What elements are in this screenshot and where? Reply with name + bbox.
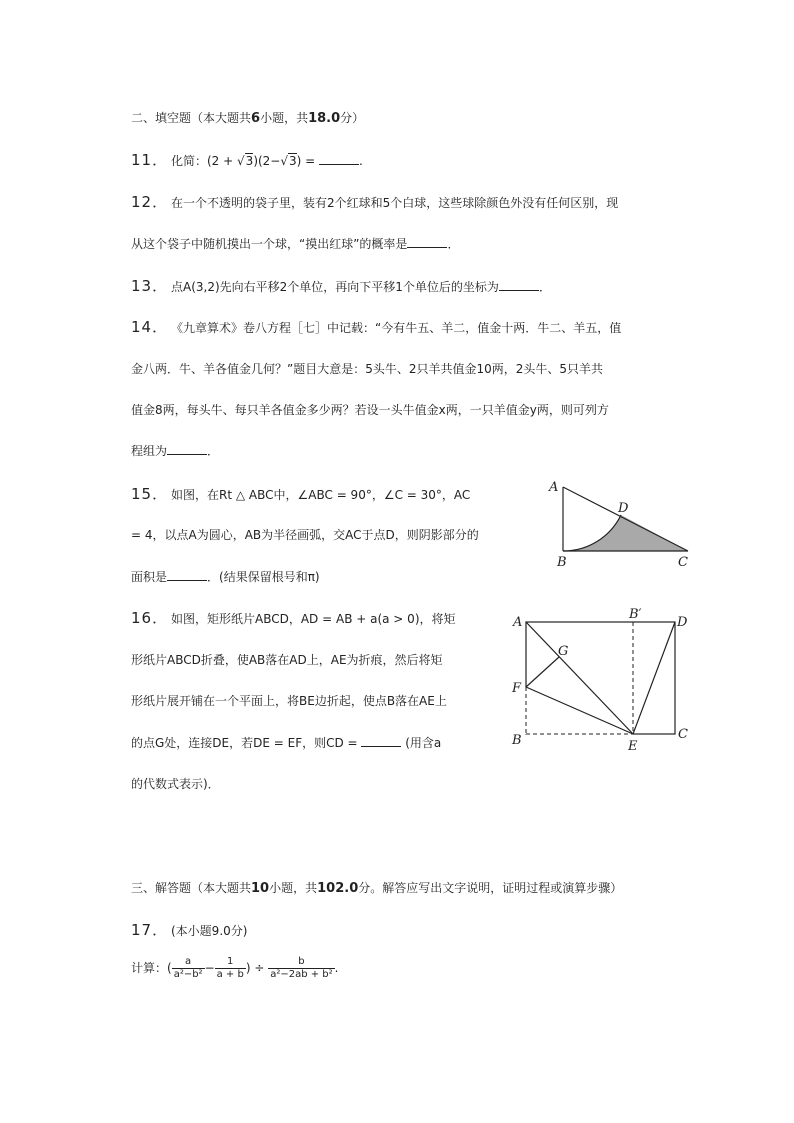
question-number: 15． [131, 485, 169, 503]
question-17-expression: 计算：( $\frac{a}{\text{a²−b²}}$ − $\frac{1}{a + b}$ ) ÷ $\frac{b}{\text{a²−2ab + b²}}$ . [131, 956, 339, 980]
question-number: 12． [131, 193, 169, 211]
question-number: 16． [131, 609, 169, 627]
point-label-D: D [677, 615, 688, 630]
question-17-header: 17． (本小题9.0分) [131, 921, 248, 939]
question-16-line-1: 16． 如图，矩形纸片ABCD，AD = AB + a(a > 0)，将矩 [131, 609, 456, 627]
rectangle-figure [505, 602, 697, 754]
answer-blank [167, 444, 207, 455]
answer-blank [319, 154, 359, 165]
question-16-line-5: 的代数式表示)． [131, 777, 220, 791]
answer-blank [407, 237, 447, 248]
question-16-line-2: 形纸片ABCD折叠，使AB落在AD上，AE为折痕，然后将矩 [131, 653, 443, 667]
answer-blank [499, 280, 539, 291]
point-label-F: F [512, 681, 522, 696]
question-15-line-1: 15． 如图，在Rt △ ABC中，∠ABC = 90°，∠C = 30°，AC [131, 485, 471, 503]
point-label-B-prime: B′ [629, 607, 642, 622]
question-14-line-3: 值金8两，每头牛、每只羊各值金多少两？若设一头牛值金x两，一只羊值金y两，则可列方 [131, 403, 609, 417]
segment-AE [526, 622, 633, 734]
question-number: 11． [131, 151, 169, 169]
segment-FE [526, 687, 633, 734]
fraction-1: $\frac{a}{\text{a²−b²}}$ [173, 956, 203, 980]
point-label-D: D [618, 501, 629, 516]
rectangle-ABCD [526, 622, 675, 734]
point-label-A: A [549, 480, 559, 495]
question-13: 13． 点A(3,2)先向右平移2个单位，再向下平移1个单位后的坐标为 ． [131, 277, 551, 295]
question-14-line-4: 程组为 ． [131, 444, 220, 458]
shaded-region [563, 515, 688, 551]
point-label-E: E [628, 739, 638, 754]
segment-FG [526, 657, 559, 687]
section-2-header: 二、填空题（本大题共6小题，共18.0分） [131, 111, 365, 126]
question-number: 17． [131, 921, 169, 939]
question-number: 14． [131, 318, 169, 336]
point-label-C: C [678, 555, 688, 570]
answer-blank [167, 570, 207, 581]
question-14-line-2: 金八两．牛、羊各值金几何？”题目大意是：5头牛、2只羊共值金10两，2头牛、5只羊共 [131, 362, 604, 376]
point-label-A: A [513, 615, 523, 630]
fraction-2: $\frac{1}{a + b}$ [216, 956, 244, 980]
answer-blank [361, 736, 401, 747]
fraction-3: $\frac{b}{\text{a²−2ab + b²}}$ [270, 956, 333, 980]
point-label-B: B [557, 555, 567, 570]
triangle-figure [540, 478, 700, 572]
section-3-header: 三、解答题（本大题共10小题，共102.0分。解答应写出文字说明，证明过程或演算步骤） [131, 881, 623, 896]
question-16-line-4: 的点G处，连接DE，若DE = EF，则CD = (用含a [131, 736, 442, 750]
question-12-line-2: 从这个袋子中随机摸出一个球，“摸出红球”的概率是 ． [131, 237, 460, 251]
segment-DE [633, 622, 675, 734]
question-15-line-2: = 4，以点A为圆心，AB为半径画弧，交AC于点D，则阴影部分的 [131, 528, 479, 542]
point-label-G: G [558, 644, 569, 659]
question-14-line-1: 14． 《九章算术》卷八方程［七］中记载：“今有牛五、羊二，值金十两．牛二、羊五，值 [131, 318, 622, 336]
question-15-line-3: 面积是 ．(结果保留根号和π) [131, 570, 320, 584]
point-label-C: C [678, 727, 688, 742]
question-16-line-3: 形纸片展开铺在一个平面上，将BE边折起，使点B落在AE上 [131, 694, 447, 708]
question-11: 11． 化简：(2 + √3)(2−√3) = . [131, 151, 363, 169]
question-12-line-1: 12． 在一个不透明的袋子里，装有2个红球和5个白球，这些球除颜色外没有任何区别，现 [131, 193, 619, 211]
question-number: 13． [131, 277, 169, 295]
point-label-B: B [512, 733, 522, 748]
